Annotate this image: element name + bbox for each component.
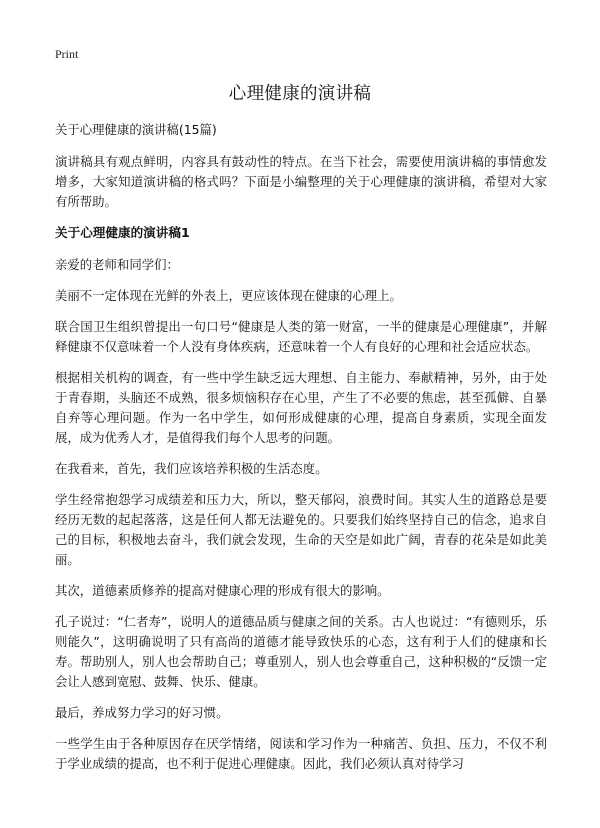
paragraph: 根据相关机构的调查，有一些中学生缺乏远大理想、自主能力、奉献精神，另外，由于处于青春期，头脑还不成熟，很多烦恼积存在心里，产生了不必要的焦虑，甚至孤僻、自暴自弃等心理问题。作为一名中学生，如何形成健康的心理，提高自身素质，实现全面发展，成为优秀人才，是值得我们每个人思考的问题。 — [55, 370, 547, 445]
paragraph: 联合国卫生组织曾提出一句口号“健康是人类的第一财富，一半的健康是心理健康”，并解释健康不仅意味着一个人没有身体疾病，还意味着一个人有良好的心理和社会适应状态。 — [55, 319, 547, 354]
paragraph: 美丽不一定体现在光鲜的外表上，更应该体现在健康的心理上。 — [55, 288, 402, 303]
document-title: 心理健康的演讲稿 — [228, 84, 372, 104]
section-heading: 关于心理健康的演讲稿1 — [55, 225, 190, 240]
paragraph: 其次，道德素质修养的提高对健康心理的形成有很大的影响。 — [55, 583, 390, 598]
paragraph: 孔子说过：“仁者寿”，说明人的道德品质与健康之间的关系。古人也说过：“有德则乐，乐则能久”，这明确说明了只有高尚的道德才能导致快乐的心态，这有利于人们的健康和长寿。帮助别人，别人也会帮助自己；尊重别人，别人也会尊重自己，这种积极的“反馈一定会让人感到宽慰、鼓舞、快乐、健康。 — [55, 614, 547, 689]
document-subtitle: 关于心理健康的演讲稿(15篇) — [55, 122, 217, 137]
print-label: Print — [55, 47, 79, 61]
paragraph: 亲爱的老师和同学们： — [55, 257, 179, 272]
paragraph: 一些学生由于各种原因存在厌学情绪，阅读和学习作为一种痛苦、负担、压力，不仅不利于学业成绩的提高，也不利于促进心理健康。因此，我们必须认真对待学习 — [55, 736, 547, 771]
document-body — [55, 120, 547, 785]
intro-paragraph: 演讲稿具有观点鲜明，内容具有鼓动性的特点。在当下社会，需要使用演讲稿的事情愈发增多，大家知道演讲稿的格式吗？下面是小编整理的关于心理健康的演讲稿，希望对大家有所帮助。 — [55, 154, 547, 209]
paragraph: 学生经常抱怨学习成绩差和压力大，所以，整天郁闷，浪费时间。其实人生的道路总是要经历无数的起起落落，这是任何人都无法避免的。只要我们始终坚持自己的信念，追求自己的目标，积极地去奋斗，我们就会发现，生命的天空是如此广阔，青春的花朵是如此美丽。 — [55, 492, 547, 567]
paragraph: 最后，养成努力学习的好习惯。 — [55, 705, 229, 720]
paragraph: 在我看来，首先，我们应该培养积极的生活态度。 — [55, 461, 328, 476]
